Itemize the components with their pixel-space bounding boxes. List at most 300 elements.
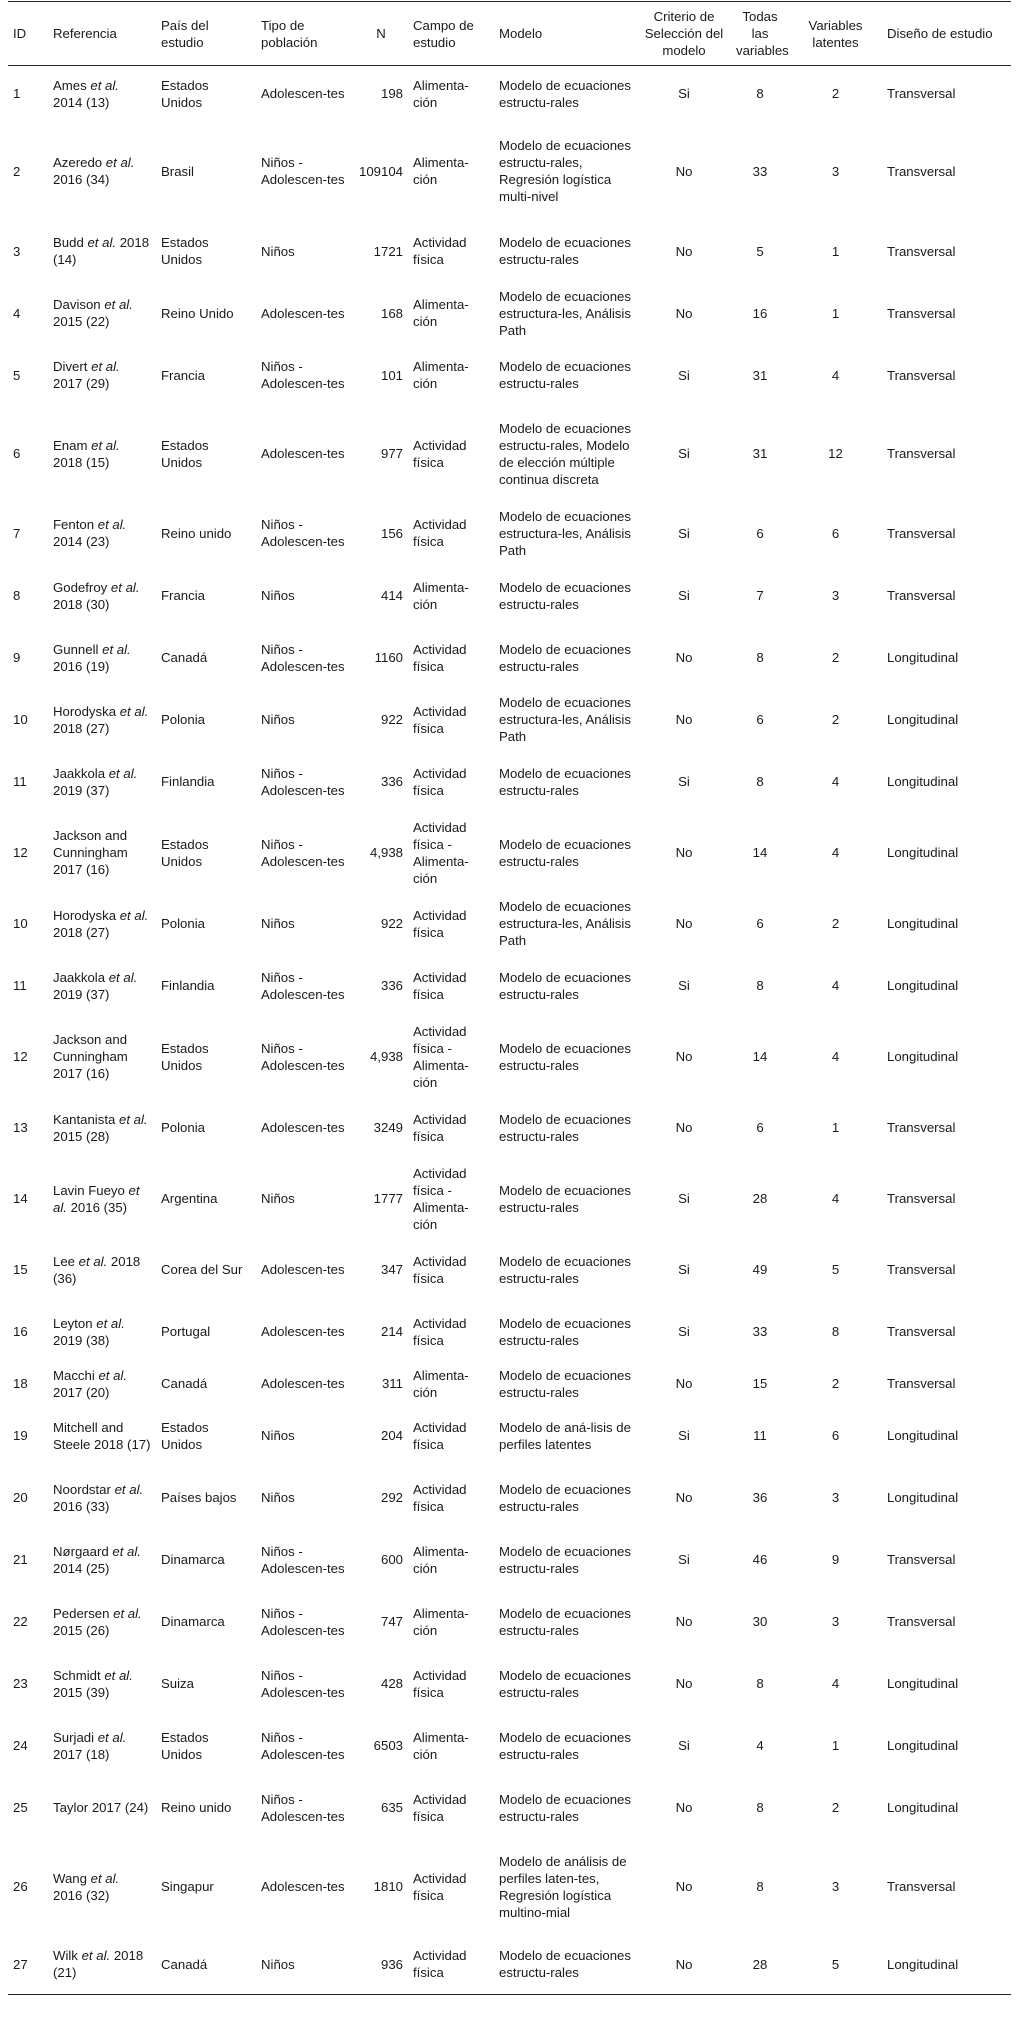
cell-campo: Actividad física — [413, 437, 467, 470]
cell-campo: Actividad física — [413, 1315, 467, 1348]
table-row — [8, 1935, 1011, 1995]
cell-referencia — [48, 502, 156, 565]
cell-n: 204 — [380, 1428, 403, 1443]
cell-todas: 49 — [752, 1262, 768, 1277]
cell-todas: 6 — [756, 712, 764, 727]
cell-tipo: Niños - Adolescen-tes — [261, 969, 345, 1002]
ref-et-al: et al. — [104, 297, 133, 312]
cell-todas: 15 — [752, 1376, 768, 1391]
cell-tipo: Adolescen-tes — [261, 1879, 345, 1894]
cell-diseno: Transversal — [887, 367, 956, 383]
cell-modelo: Modelo de ecuaciones estructu-rales — [499, 1040, 631, 1073]
table-row — [8, 406, 1011, 502]
cell-n: 428 — [380, 1676, 403, 1691]
cell-modelo: Modelo de ecuaciones estructu-rales — [499, 359, 631, 391]
table-row — [8, 1301, 1011, 1363]
cell-referencia — [48, 1529, 156, 1591]
cell-criterio: Si — [678, 525, 690, 541]
cell-tipo: Niños - Adolescen-tes — [261, 641, 345, 674]
cell-tipo: Niños — [261, 1428, 295, 1443]
cell-diseno: Transversal — [887, 1376, 956, 1391]
cell-referencia — [48, 1159, 156, 1239]
cell-criterio: No — [675, 1376, 693, 1391]
table-row — [8, 689, 1011, 751]
cell-criterio: Si — [678, 86, 690, 102]
cell-latentes: 2 — [831, 86, 840, 102]
ref-et-al: et al. — [112, 1543, 141, 1559]
ref-et-al: et al. — [102, 641, 131, 657]
cell-pais: Canadá — [161, 650, 208, 665]
cell-tipo: Adolescen-tes — [261, 1376, 345, 1391]
cell-campo: Actividad física - Alimenta-ción — [413, 1023, 469, 1090]
cell-pais: Dinamarca — [161, 1552, 225, 1567]
cell-id: 8 — [13, 588, 21, 603]
ref-year: 2017 (20) — [53, 1384, 110, 1400]
ref-authors: Leyton — [53, 1315, 97, 1331]
cell-campo: Actividad física — [413, 703, 467, 736]
cell-referencia — [48, 689, 156, 751]
cell-modelo: Modelo de ecuaciones estructu-rales, Regresión logística multi-nivel — [499, 138, 631, 204]
ref-et-al: et al. — [53, 1182, 140, 1215]
cell-referencia — [48, 1405, 156, 1467]
cell-todas: 28 — [752, 1191, 768, 1206]
col-header-referencia: Referencia — [48, 2, 156, 66]
cell-referencia — [48, 1839, 156, 1935]
ref-authors: Surjadi — [53, 1729, 98, 1745]
cell-id: 20 — [13, 1490, 28, 1505]
table-row — [8, 1363, 1011, 1405]
cell-todas: 36 — [752, 1490, 768, 1505]
cell-pais: Reino Unido — [161, 305, 234, 321]
cell-modelo: Modelo de ecuaciones estructura-les, Análisis Path — [499, 508, 631, 558]
cell-pais: Suiza — [161, 1676, 194, 1691]
ref-year: 2016 (32) — [53, 1887, 110, 1903]
ref-et-al: et al. — [78, 1253, 108, 1269]
cell-tipo: Niños - Adolescen-tes — [261, 1605, 345, 1638]
cell-referencia — [48, 955, 156, 1017]
cell-diseno: Longitudinal — [887, 978, 959, 993]
cell-pais: Finlandia — [161, 774, 215, 789]
cell-diseno: Longitudinal — [887, 774, 959, 789]
cell-modelo: Modelo de ecuaciones estructura-les, Análisis Path — [499, 899, 631, 948]
cell-tipo: Niños — [261, 243, 295, 259]
col-header-id: ID — [8, 2, 48, 66]
ref-et-al: et al. — [114, 1481, 144, 1497]
cell-referencia — [48, 345, 156, 406]
cell-latentes: 6 — [831, 525, 840, 541]
cell-todas: 14 — [752, 845, 768, 860]
cell-criterio: No — [637, 1935, 731, 1995]
cell-todas: 8 — [756, 978, 764, 993]
cell-latentes: 3 — [831, 163, 840, 179]
cell-todas: 31 — [752, 446, 768, 461]
cell-pais: Polonia — [161, 1120, 205, 1135]
ref-year: 2015 (22) — [53, 314, 110, 329]
cell-diseno: Transversal — [887, 588, 956, 603]
cell-diseno: Transversal — [887, 305, 956, 321]
ref-authors: Jaakkola — [53, 969, 109, 985]
cell-todas: 5 — [756, 243, 764, 259]
studies-table — [8, 1, 1011, 1995]
cell-latentes: 5 — [831, 1262, 840, 1277]
cell-referencia — [48, 1777, 156, 1839]
cell-todas: 6 — [756, 525, 764, 541]
cell-criterio: Si — [678, 774, 690, 789]
cell-campo: Alimenta-ción — [413, 77, 469, 110]
cell-id: 26 — [13, 1879, 28, 1894]
ref-year: 2014 (25) — [53, 1560, 110, 1576]
table-row — [8, 813, 1011, 893]
ref-year: 2016 (19) — [53, 658, 110, 674]
table-row — [8, 1405, 1011, 1467]
cell-id: 19 — [13, 1428, 28, 1443]
cell-campo: Alimenta-ción — [413, 297, 469, 329]
cell-n: 6503 — [373, 1738, 403, 1753]
cell-tipo: Adolescen-tes — [261, 86, 345, 102]
cell-criterio: Si — [678, 1428, 690, 1443]
cell-latentes: 3 — [831, 1879, 840, 1894]
cell-latentes: 4 — [831, 1191, 840, 1206]
ref-et-al: et al. — [90, 77, 119, 93]
col-header-modelo: Modelo — [494, 2, 637, 66]
cell-criterio: No — [675, 305, 693, 321]
cell-tipo: Niños — [261, 1191, 295, 1206]
cell-id: 25 — [13, 1800, 28, 1815]
cell-latentes: 1 — [831, 1738, 840, 1753]
ref-authors: Enam — [53, 437, 92, 453]
cell-pais: Francia — [161, 367, 205, 383]
cell-campo: Actividad física — [413, 1111, 467, 1144]
ref-et-al: et al. — [97, 517, 127, 532]
cell-modelo: Modelo de ecuaciones estructu-rales — [499, 836, 631, 869]
cell-diseno: Transversal — [887, 1614, 956, 1629]
table-row — [8, 1777, 1011, 1839]
cell-criterio: No — [675, 163, 693, 179]
cell-todas: 8 — [756, 774, 764, 789]
cell-tipo: Adolescen-tes — [261, 1120, 345, 1135]
table-row — [8, 122, 1011, 221]
cell-id: 21 — [13, 1552, 28, 1567]
cell-diseno: Transversal — [887, 1262, 956, 1277]
cell-campo: Alimenta-ción — [413, 1543, 469, 1576]
cell-n: 600 — [380, 1552, 403, 1567]
cell-diseno: Longitudinal — [887, 650, 959, 665]
cell-modelo: Modelo de ecuaciones estructu-rales — [499, 579, 631, 612]
table-header — [8, 2, 1011, 66]
cell-pais: Estados Unidos — [161, 235, 209, 267]
cell-campo: Alimenta-ción — [413, 1605, 469, 1638]
cell-n: 168 — [380, 305, 403, 321]
ref-authors: Fenton — [53, 517, 98, 532]
cell-modelo: Modelo de ecuaciones estructu-rales — [499, 969, 631, 1002]
cell-id: 11 — [13, 774, 27, 789]
cell-diseno: Longitudinal — [887, 916, 959, 931]
cell-referencia — [48, 282, 156, 345]
ref-year: 2018 (30) — [53, 596, 110, 612]
cell-diseno: Transversal — [887, 1191, 956, 1206]
cell-tipo: Niños — [261, 712, 295, 727]
cell-modelo: Modelo de ecuaciones estructura-les, Análisis Path — [499, 695, 631, 744]
cell-id: 27 — [8, 1935, 48, 1995]
cell-referencia — [48, 1715, 156, 1777]
cell-diseno: Longitudinal — [887, 1800, 959, 1815]
ref-year: 2017 (18) — [53, 1746, 110, 1762]
cell-id: 6 — [13, 446, 21, 461]
cell-todas: 11 — [753, 1428, 767, 1443]
cell-n: 747 — [380, 1614, 403, 1629]
ref-authors: Lee — [53, 1253, 79, 1269]
cell-n: 336 — [380, 774, 403, 789]
cell-pais: Corea del Sur — [161, 1262, 243, 1277]
cell-diseno: Longitudinal — [887, 845, 959, 860]
ref-et-al: et al. — [90, 1870, 120, 1886]
cell-id: 7 — [13, 525, 21, 541]
cell-campo: Actividad física — [413, 517, 467, 549]
cell-latentes: 4 — [831, 1049, 840, 1064]
cell-campo: Actividad física — [413, 1667, 467, 1700]
ref-et-al: et al. — [96, 1315, 125, 1331]
cell-campo: Actividad física — [413, 1481, 467, 1514]
cell-modelo: Modelo de ecuaciones estructu-rales — [499, 765, 631, 798]
cell-todas: 8 — [756, 650, 764, 665]
cell-referencia — [48, 1363, 156, 1405]
cell-todas: 6 — [756, 1120, 764, 1135]
table-row — [8, 1239, 1011, 1301]
cell-modelo: Modelo de ecuaciones estructu-rales — [494, 1935, 637, 1995]
cell-referencia — [48, 1653, 156, 1715]
cell-criterio: No — [675, 1800, 693, 1815]
cell-diseno: Transversal — [887, 86, 956, 102]
cell-id: 10 — [13, 916, 28, 931]
cell-pais: Estados Unidos — [161, 1419, 209, 1452]
table-row — [8, 1467, 1011, 1529]
cell-n: 1810 — [373, 1879, 403, 1894]
cell-criterio: Si — [678, 1552, 690, 1567]
cell-modelo: Modelo de ecuaciones estructu-rales — [499, 1182, 631, 1215]
table-row — [8, 221, 1011, 282]
table-row — [8, 1653, 1011, 1715]
cell-modelo: Modelo de ecuaciones estructu-rales — [499, 1481, 631, 1514]
cell-referencia — [48, 122, 156, 221]
cell-criterio: No — [675, 243, 693, 259]
cell-tipo: Niños - Adolescen-tes — [261, 836, 345, 869]
ref-year: 2017 (29) — [53, 376, 110, 391]
cell-pais: Estados Unidos — [161, 437, 209, 470]
ref-authors: Godefroy — [53, 579, 111, 595]
ref-year: 2019 (38) — [53, 1332, 110, 1348]
cell-criterio: No — [675, 1490, 693, 1505]
cell-latentes: 4 — [831, 774, 840, 789]
cell-todas: 14 — [752, 1049, 768, 1064]
table-row — [8, 1017, 1011, 1097]
cell-pais: Portugal — [161, 1324, 211, 1339]
cell-diseno: Transversal — [887, 1120, 956, 1135]
cell-n: 4,938 — [369, 1049, 403, 1064]
cell-modelo: Modelo de ecuaciones estructu-rales — [499, 1543, 631, 1576]
cell-campo: Actividad física — [413, 969, 467, 1002]
cell-modelo: Modelo de ecuaciones estructu-rales — [499, 1667, 631, 1700]
cell-todas: 8 — [756, 1676, 764, 1691]
col-header-criterio: Criterio de Selección del modelo — [637, 2, 731, 66]
cell-diseno: Longitudinal — [887, 1049, 959, 1064]
cell-modelo: Modelo de ecuaciones estructu-rales — [499, 77, 631, 110]
ref-et-al: et al. — [108, 765, 138, 781]
cell-campo: Actividad física — [413, 1870, 467, 1903]
col-header-latentes: Variables latentes — [789, 2, 882, 66]
cell-n: 922 — [380, 712, 403, 727]
cell-tipo: Niños - Adolescen-tes — [261, 155, 345, 187]
cell-referencia — [48, 1935, 156, 1995]
cell-tipo: Niños - Adolescen-tes — [261, 1791, 345, 1824]
col-header-tipo: Tipo de población — [256, 2, 354, 66]
cell-diseno: Longitudinal — [882, 1935, 1011, 1995]
cell-id: 3 — [13, 243, 21, 259]
cell-campo: Actividad física — [413, 765, 467, 798]
table-row — [8, 345, 1011, 406]
cell-latentes: 9 — [831, 1552, 840, 1567]
cell-n: 922 — [380, 916, 403, 931]
cell-diseno: Longitudinal — [887, 1738, 959, 1753]
cell-tipo: Adolescen-tes — [261, 1324, 345, 1339]
cell-pais: Singapur — [161, 1879, 214, 1894]
cell-todas: 28 — [731, 1935, 789, 1995]
cell-modelo: Modelo de ecuaciones estructu-rales — [499, 1111, 631, 1144]
cell-todas: 4 — [756, 1738, 764, 1753]
cell-referencia — [48, 893, 156, 955]
cell-id: 10 — [13, 712, 28, 727]
cell-todas: 33 — [752, 163, 768, 179]
cell-todas: 16 — [752, 305, 768, 321]
cell-diseno: Transversal — [887, 1879, 956, 1894]
cell-criterio: Si — [678, 367, 690, 383]
ref-year: 2018 (14) — [53, 235, 150, 267]
ref-et-al: et al. — [119, 703, 149, 719]
cell-latentes: 1 — [831, 305, 840, 321]
cell-referencia — [48, 813, 156, 893]
cell-latentes: 12 — [828, 446, 843, 461]
ref-year: 2015 (28) — [53, 1128, 110, 1144]
ref-year: 2019 (37) — [53, 782, 110, 798]
ref-year: 2018 (27) — [53, 924, 110, 940]
cell-criterio: No — [675, 916, 693, 931]
cell-n: 977 — [380, 446, 403, 461]
cell-n: 336 — [380, 978, 403, 993]
table-row — [8, 893, 1011, 955]
ref-year: 2018 (27) — [53, 720, 110, 736]
cell-pais: Estados Unidos — [161, 836, 209, 869]
cell-tipo: Adolescen-tes — [261, 1262, 345, 1277]
col-header-n: N — [354, 2, 408, 66]
cell-id: 22 — [13, 1614, 28, 1629]
cell-todas: 6 — [756, 916, 764, 931]
table-row — [8, 1529, 1011, 1591]
cell-campo: Actividad física — [413, 1419, 467, 1452]
ref-et-al: et al. — [119, 907, 149, 923]
cell-latentes: 3 — [831, 588, 840, 603]
cell-latentes: 4 — [831, 845, 840, 860]
table-row — [8, 1097, 1011, 1159]
cell-campo: Actividad física — [413, 641, 467, 674]
ref-year: 2018 (21) — [53, 1948, 144, 1981]
ref-et-al: et al. — [87, 235, 117, 250]
cell-criterio: Si — [678, 1262, 690, 1277]
cell-campo: Alimenta-ción — [413, 359, 469, 391]
cell-n: 101 — [380, 367, 403, 383]
ref-authors: Horodyska — [53, 907, 120, 923]
cell-id: 9 — [13, 650, 21, 665]
ref-et-al: et al. — [110, 579, 140, 595]
cell-todas: 33 — [752, 1324, 768, 1339]
cell-modelo: Modelo de ecuaciones estructu-rales — [499, 641, 631, 674]
cell-referencia — [48, 406, 156, 502]
cell-todas: 31 — [752, 367, 768, 383]
cell-campo: Alimenta-ción — [413, 155, 469, 187]
cell-pais: Estados Unidos — [161, 1040, 209, 1073]
cell-id: 16 — [13, 1324, 28, 1339]
ref-et-al: et al. — [98, 1367, 128, 1383]
cell-criterio: Si — [678, 978, 690, 993]
cell-criterio: No — [675, 1879, 693, 1894]
cell-latentes: 3 — [831, 1490, 840, 1505]
cell-diseno: Transversal — [887, 1324, 956, 1339]
cell-todas: 30 — [752, 1614, 768, 1629]
cell-latentes: 2 — [831, 1800, 840, 1815]
cell-tipo: Adolescen-tes — [261, 446, 345, 461]
cell-pais: Francia — [161, 588, 205, 603]
col-header-campo: Campo de estudio — [408, 2, 494, 66]
ref-authors: Pedersen — [53, 1605, 114, 1621]
cell-pais: Canadá — [156, 1935, 256, 1995]
ref-authors: Divert — [53, 359, 92, 374]
ref-et-al: et al. — [113, 1605, 142, 1621]
cell-n: 198 — [380, 86, 403, 102]
cell-latentes: 4 — [831, 1676, 840, 1691]
cell-pais: Brasil — [161, 163, 194, 179]
cell-n: 292 — [380, 1490, 403, 1505]
ref-et-al: et al. — [104, 1667, 133, 1683]
ref-authors: Noordstar — [53, 1481, 115, 1497]
cell-criterio: Si — [678, 1738, 690, 1753]
cell-pais: Estados Unidos — [161, 1729, 209, 1762]
cell-tipo: Niños - Adolescen-tes — [261, 1543, 345, 1576]
ref-authors: Budd — [53, 235, 88, 250]
cell-referencia — [48, 1017, 156, 1097]
cell-latentes: 6 — [831, 1428, 840, 1443]
cell-referencia — [48, 1239, 156, 1301]
cell-pais: Canadá — [161, 1376, 208, 1391]
ref-et-al: et al. — [118, 1111, 148, 1127]
cell-referencia — [48, 221, 156, 282]
cell-n: 156 — [380, 525, 403, 541]
col-header-todas: Todas las variables — [731, 2, 789, 66]
cell-n: 109104 — [359, 163, 404, 179]
cell-id: 18 — [13, 1376, 28, 1391]
cell-id: 4 — [13, 305, 21, 321]
table-row — [8, 1159, 1011, 1239]
cell-n: 1721 — [373, 243, 403, 259]
cell-criterio: No — [675, 650, 693, 665]
cell-latentes: 8 — [831, 1324, 840, 1339]
ref-year: 2018 (15) — [53, 454, 110, 470]
ref-et-al: et al. — [105, 155, 135, 170]
table-row — [8, 1715, 1011, 1777]
cell-tipo: Niños - Adolescen-tes — [261, 517, 345, 549]
cell-criterio: No — [675, 1049, 693, 1064]
cell-diseno: Transversal — [887, 243, 956, 259]
ref-year: 2016 (35) — [66, 1199, 128, 1215]
cell-referencia — [48, 1467, 156, 1529]
cell-latentes: 2 — [831, 916, 840, 931]
